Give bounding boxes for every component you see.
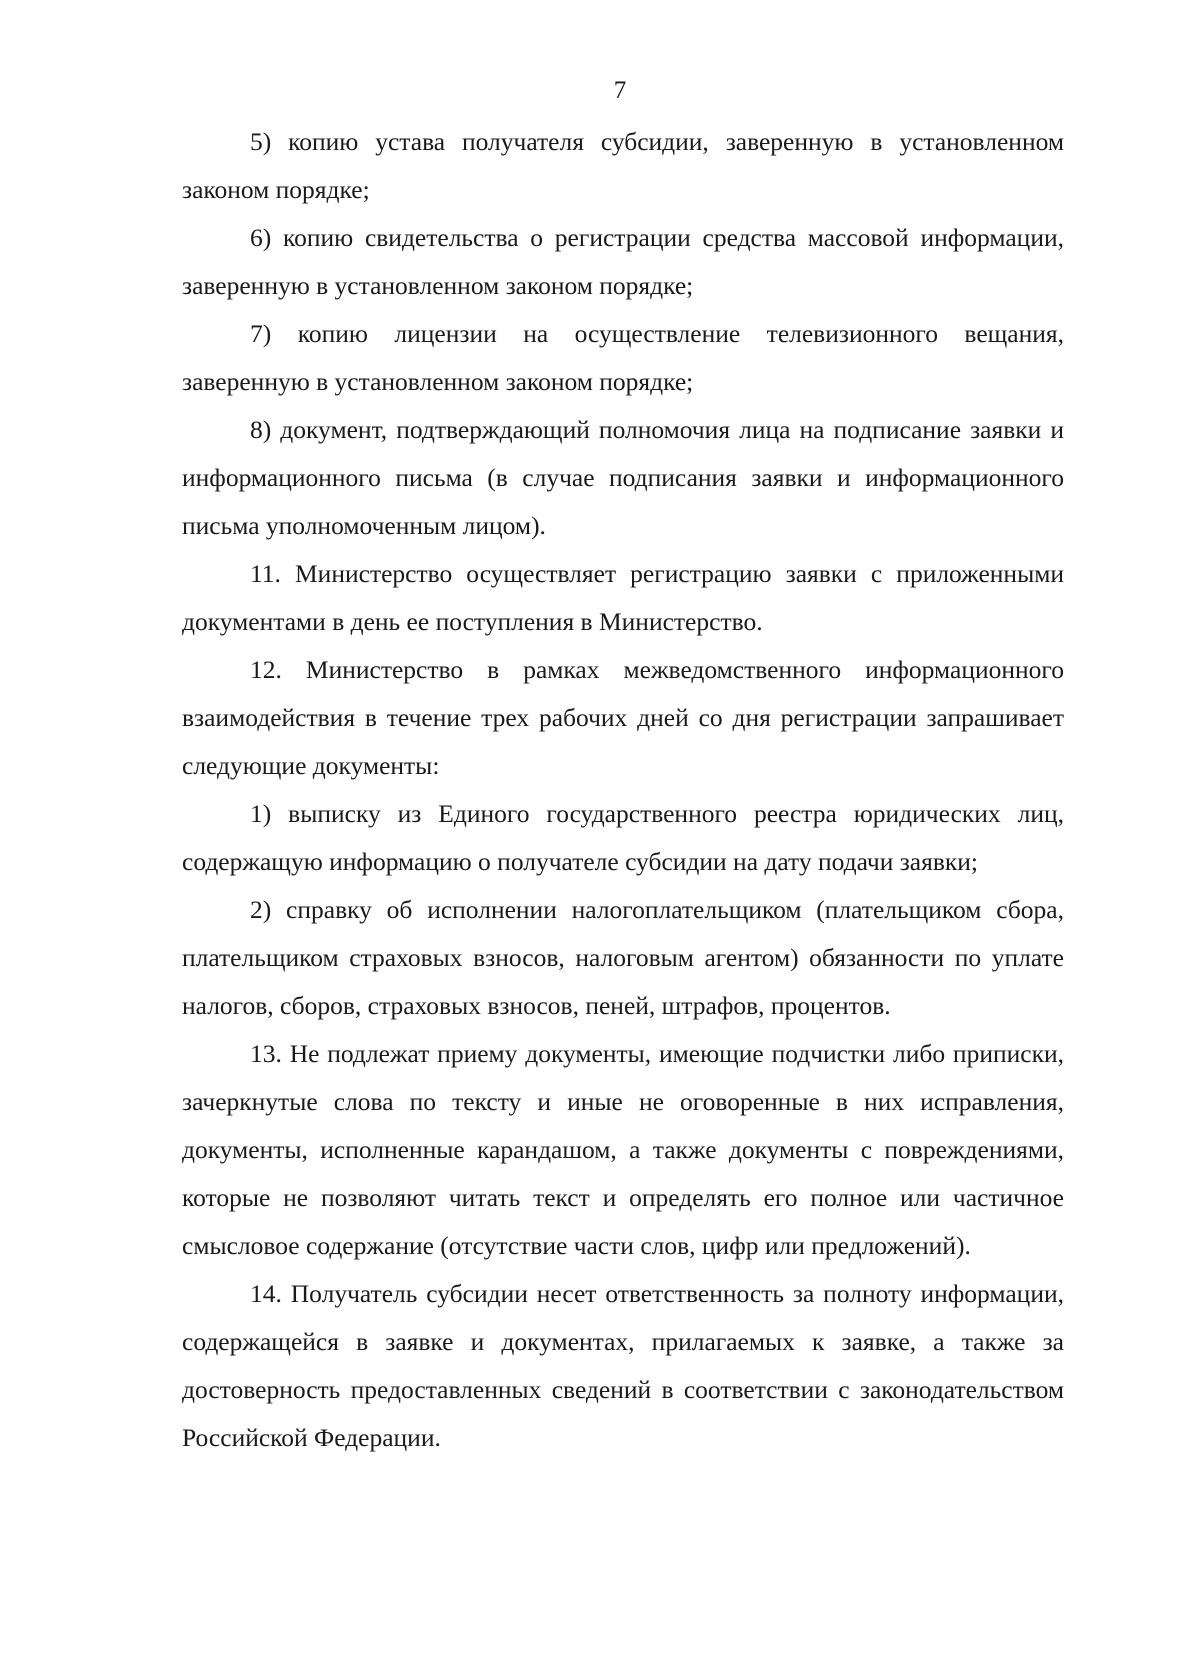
paragraph-item-5: 5) копию устава получателя субсидии, заверенную в установленном законом порядке;	[182, 127, 1064, 204]
paragraph-clause-14: 14. Получатель субсидии несет ответственность за полноту информации, содержащейся в заявке и документах, прилагаемых к заявке, а также за достоверность предоставленных сведений в соответствии с законодательством Российской Федерации.	[182, 1279, 1064, 1452]
document-body	[182, 118, 1064, 1462]
page-number: 7	[613, 77, 627, 104]
paragraph-item-6: 6) копию свидетельства о регистрации средства массовой информации, заверенную в установленном законом порядке;	[182, 223, 1064, 300]
paragraph-item-7: 7) копию лицензии на осуществление телевизионного вещания, заверенную в установленном законом порядке;	[182, 319, 1064, 396]
paragraph-item-8: 8) документ, подтверждающий полномочия лица на подписание заявки и информационного письма (в случае подписания заявки и информационного письма уполномоченным лицом).	[182, 415, 1064, 540]
paragraph-clause-12: 12. Министерство в рамках межведомственного информационного взаимодействия в течение трех рабочих дней со дня регистрации запрашивает следующие документы:	[182, 655, 1064, 780]
paragraph-clause-13: 13. Не подлежат приему документы, имеющие подчистки либо приписки, зачеркнутые слова по тексту и иные не оговоренные в них исправления, документы, исполненные карандашом, а также документы с повреждениями, которые не позволяют читать текст и определять его полное или частичное смысловое содержание (отсутствие части слов, цифр или предложений).	[182, 1039, 1064, 1260]
paragraph-item-1: 1) выписку из Единого государственного реестра юридических лиц, содержащую информацию о получателе субсидии на дату подачи заявки;	[182, 799, 1064, 876]
paragraph-clause-11: 11. Министерство осуществляет регистрацию заявки с приложенными документами в день ее поступления в Министерство.	[182, 559, 1064, 636]
paragraph-item-2: 2) справку об исполнении налогоплательщиком (плательщиком сбора, плательщиком страховых взносов, налоговым агентом) обязанности по уплате налогов, сборов, страховых взносов, пеней, штрафов, процентов.	[182, 895, 1064, 1020]
